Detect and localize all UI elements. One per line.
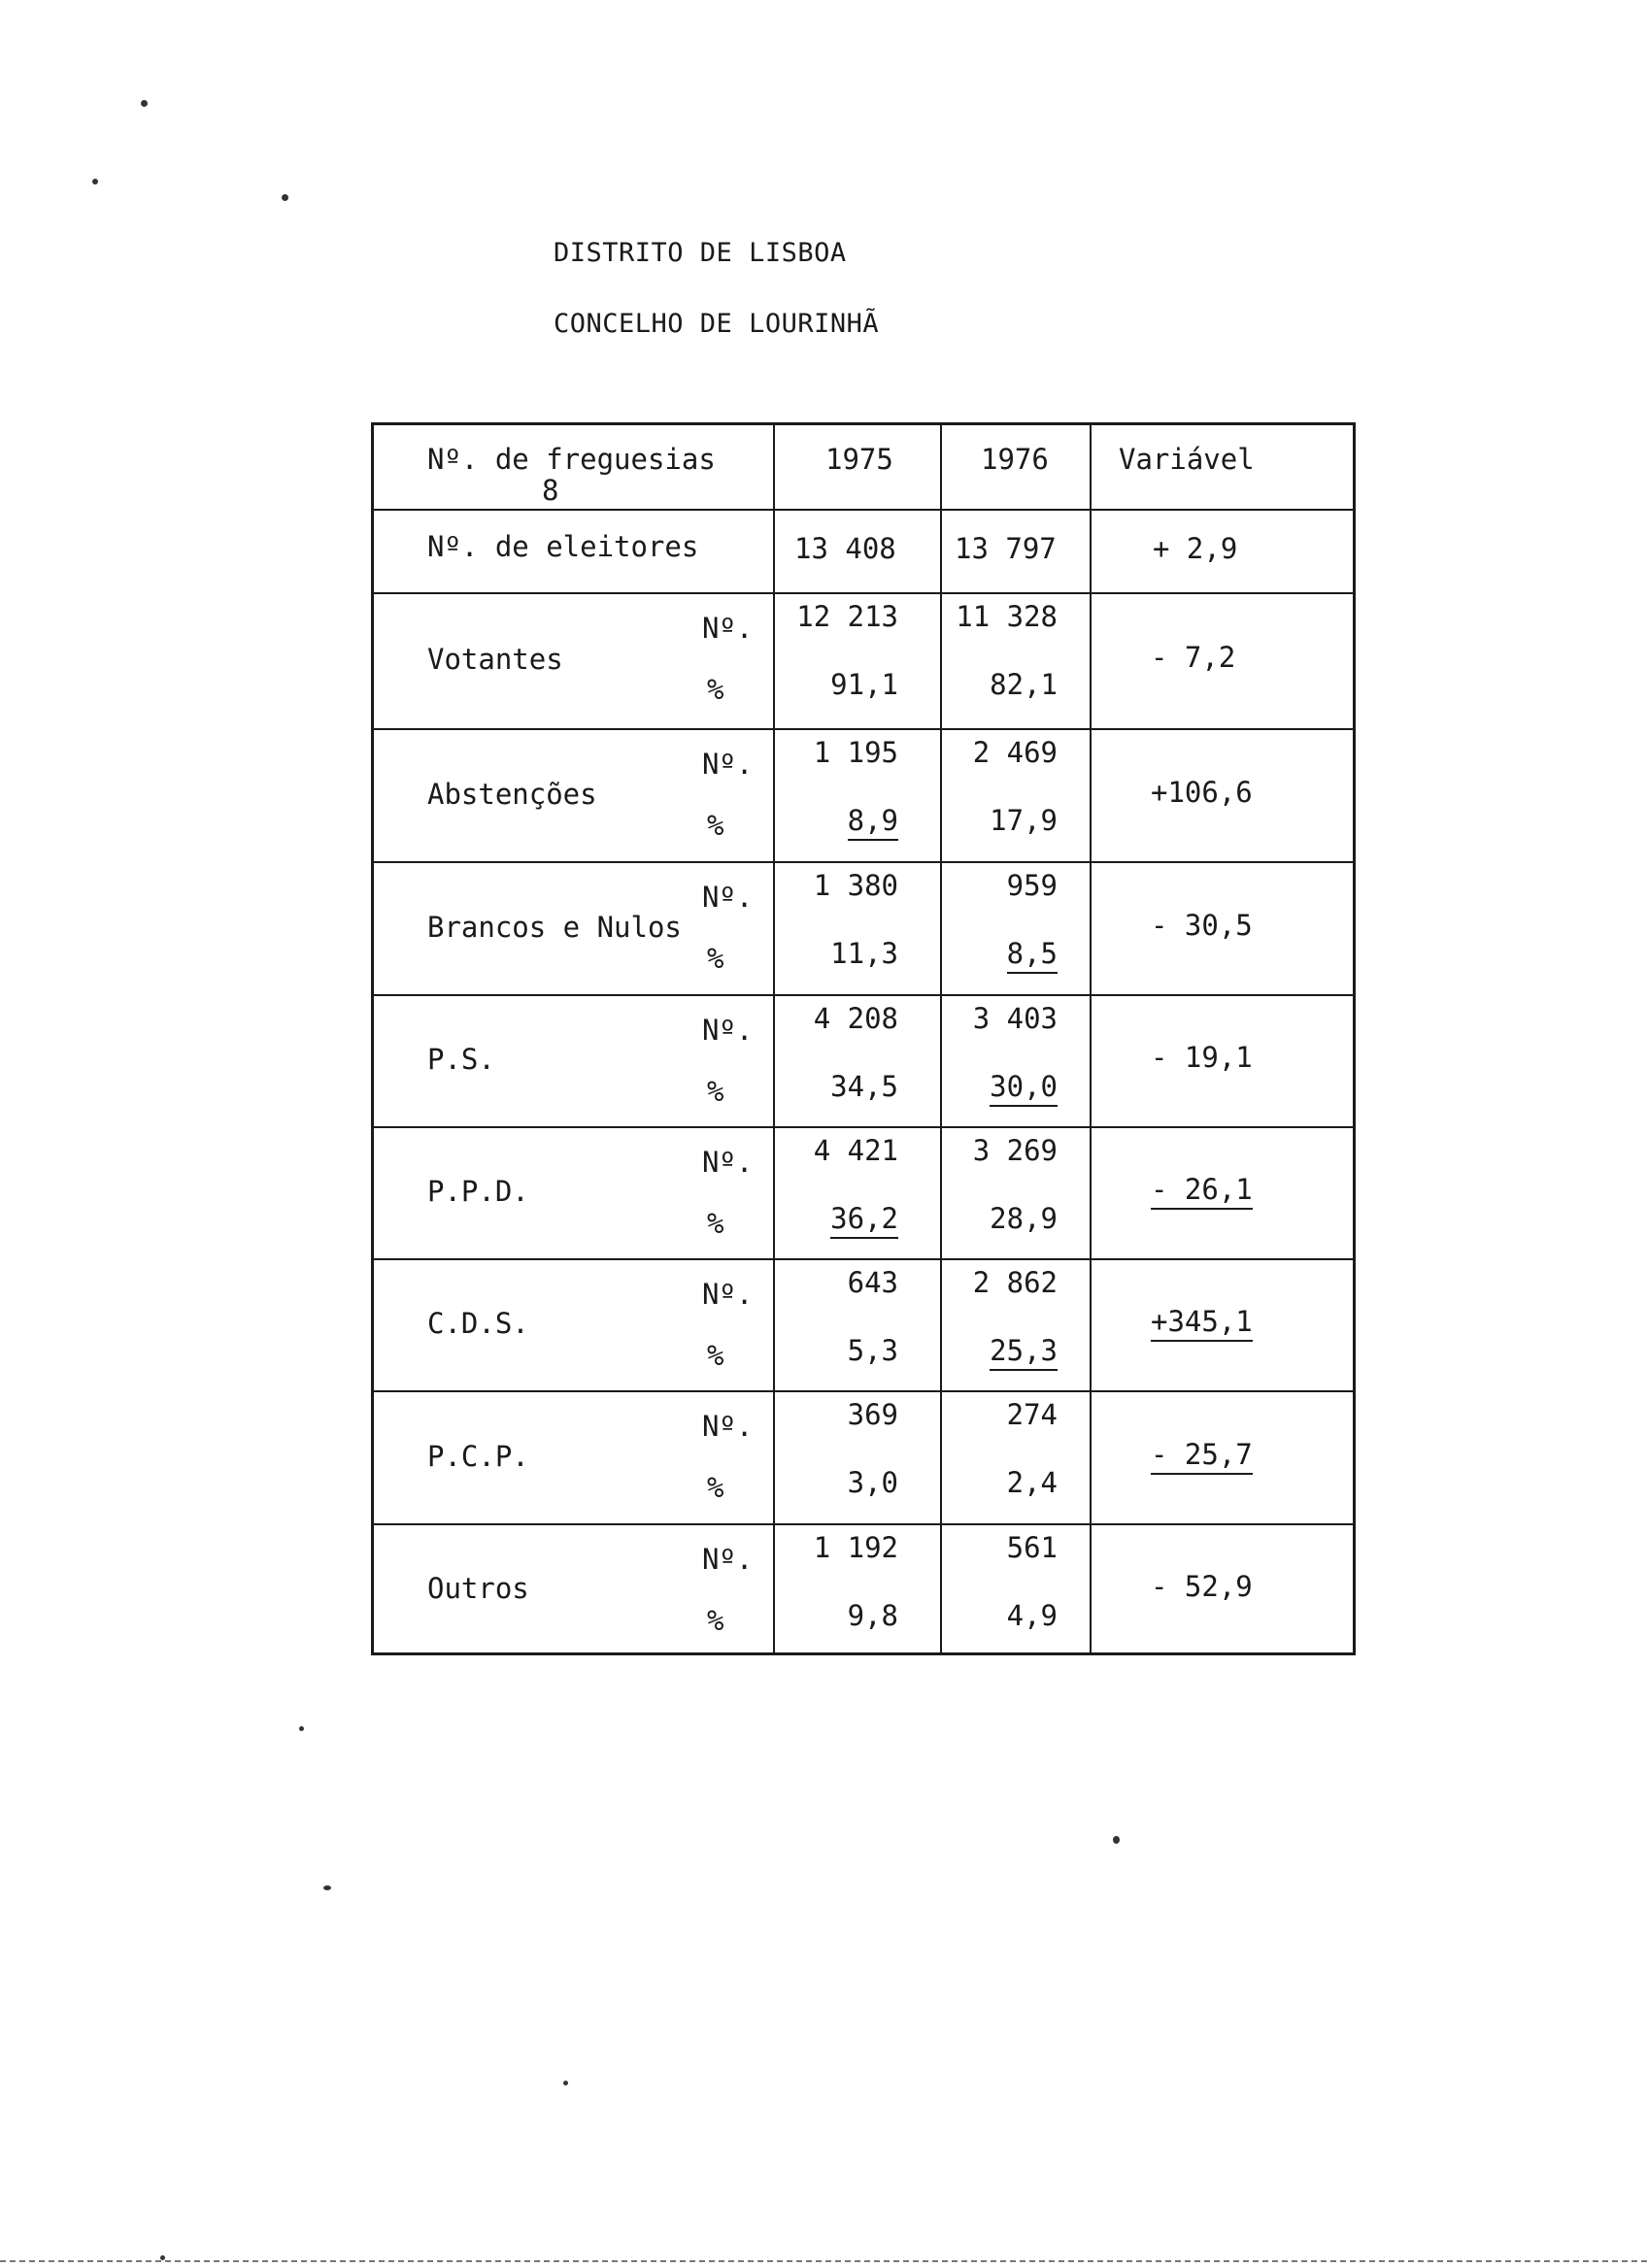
percent-marker: % [707, 1207, 724, 1240]
percent-1975: 5,3 [847, 1334, 898, 1367]
eleitores-label: Nº. de eleitores [427, 530, 699, 563]
district-title: DISTRITO DE LISBOA [554, 238, 847, 268]
percent-marker: % [707, 809, 724, 842]
eleitores-1976: 13 797 [955, 532, 1057, 565]
row-variavel: - 19,1 [1151, 1041, 1253, 1074]
header-1975: 1975 [825, 443, 893, 476]
percent-1976: 25,3 [990, 1334, 1058, 1371]
col-divider [1090, 425, 1092, 1652]
row-variavel: +345,1 [1151, 1305, 1253, 1342]
row-label: P.S. [427, 1043, 495, 1076]
scan-speck [563, 2081, 568, 2085]
percent-1976: 8,5 [1007, 937, 1058, 974]
row-divider [374, 1258, 1353, 1260]
percent-1975: 8,9 [848, 804, 898, 841]
row-label: Abstenções [427, 777, 597, 811]
col-divider [940, 425, 942, 1652]
row-divider [374, 1126, 1353, 1128]
count-1975: 1 380 [813, 869, 898, 902]
row-variavel: +106,6 [1151, 775, 1253, 809]
count-1975: 4 208 [813, 1002, 898, 1035]
count-marker: Nº. [702, 881, 754, 914]
row-label: P.C.P. [427, 1439, 529, 1473]
percent-1975: 91,1 [830, 668, 898, 701]
percent-1976: 82,1 [990, 668, 1058, 701]
row-variavel: - 30,5 [1151, 908, 1253, 942]
count-1975: 369 [847, 1398, 898, 1431]
count-marker: Nº. [702, 612, 754, 645]
row-label: Outros [427, 1572, 529, 1605]
count-1976: 2 469 [972, 736, 1058, 769]
count-marker: Nº. [702, 1410, 754, 1443]
scan-edge [0, 2260, 1647, 2262]
row-divider [374, 1390, 1353, 1392]
row-variavel: - 26,1 [1151, 1173, 1253, 1210]
row-variavel: - 25,7 [1151, 1438, 1253, 1475]
scan-speck [1113, 1836, 1120, 1844]
eleitores-variavel: + 2,9 [1153, 532, 1238, 565]
count-1975: 1 195 [813, 736, 898, 769]
count-marker: Nº. [702, 1543, 754, 1576]
count-1976: 3 403 [972, 1002, 1058, 1035]
count-marker: Nº. [702, 1014, 754, 1047]
percent-1976: 17,9 [990, 804, 1058, 837]
row-divider [374, 509, 1353, 511]
percent-1976: 2,4 [1006, 1466, 1058, 1499]
count-marker: Nº. [702, 1278, 754, 1311]
scan-speck [323, 1885, 331, 1890]
row-divider [374, 728, 1353, 730]
eleitores-1975: 13 408 [794, 532, 896, 565]
percent-1975: 3,0 [847, 1466, 898, 1499]
count-1975: 4 421 [813, 1134, 898, 1167]
count-1976: 959 [1006, 869, 1058, 902]
scan-speck [282, 194, 288, 201]
count-marker: Nº. [702, 1146, 754, 1179]
header-1976: 1976 [981, 443, 1049, 476]
row-divider [374, 861, 1353, 863]
parish-count: 8 [542, 474, 559, 507]
scan-speck [299, 1726, 304, 1731]
col-divider [773, 425, 775, 1652]
percent-1976: 4,9 [1006, 1599, 1058, 1632]
percent-1976: 30,0 [990, 1070, 1058, 1107]
percent-1975: 11,3 [830, 937, 898, 970]
election-table [371, 422, 1356, 1655]
percent-marker: % [707, 1075, 724, 1108]
count-marker: Nº. [702, 748, 754, 781]
row-divider [374, 1523, 1353, 1525]
percent-marker: % [707, 942, 724, 975]
row-variavel: - 7,2 [1151, 641, 1236, 674]
percent-marker: % [707, 1339, 724, 1372]
count-1975: 1 192 [813, 1531, 898, 1564]
percent-1975: 9,8 [847, 1599, 898, 1632]
header-variavel: Variável [1119, 443, 1255, 476]
row-label: C.D.S. [427, 1307, 529, 1340]
scan-speck [92, 179, 98, 184]
row-divider [374, 592, 1353, 594]
percent-marker: % [707, 1471, 724, 1504]
header-label: Nº. de freguesias [427, 443, 716, 476]
count-1976: 3 269 [972, 1134, 1058, 1167]
row-divider [374, 994, 1353, 996]
count-1976: 11 328 [956, 600, 1058, 633]
percent-1976: 28,9 [990, 1202, 1058, 1235]
count-1976: 561 [1006, 1531, 1058, 1564]
percent-1975: 36,2 [830, 1202, 898, 1239]
count-1976: 2 862 [972, 1266, 1058, 1299]
row-label: P.P.D. [427, 1175, 529, 1208]
count-1975: 643 [847, 1266, 898, 1299]
row-label: Votantes [427, 643, 563, 676]
percent-marker: % [707, 1604, 724, 1637]
percent-marker: % [707, 673, 724, 706]
count-1975: 12 213 [796, 600, 898, 633]
row-label: Brancos e Nulos [427, 910, 682, 944]
row-variavel: - 52,9 [1151, 1570, 1253, 1603]
percent-1975: 34,5 [830, 1070, 898, 1103]
count-1976: 274 [1006, 1398, 1058, 1431]
municipality-title: CONCELHO DE LOURINHÃ [554, 309, 880, 339]
scan-speck [141, 100, 148, 107]
